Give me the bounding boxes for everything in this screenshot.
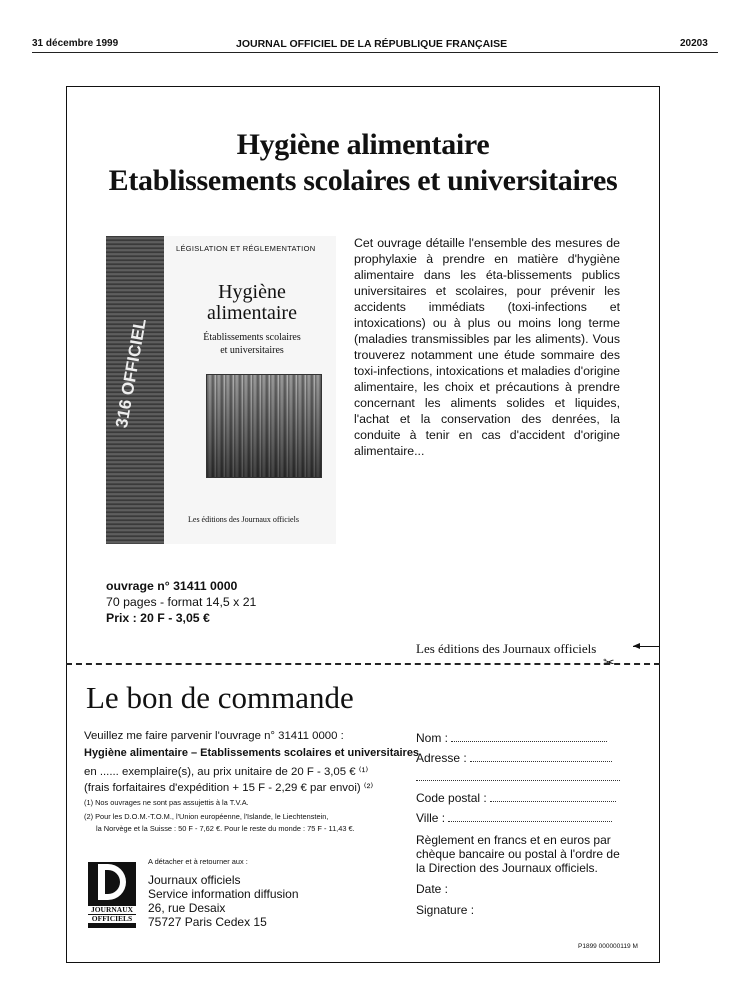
signature-label: Signature : (416, 903, 475, 917)
order-form-title: Le bon de commande (86, 680, 354, 715)
date-label: Date : (416, 882, 449, 896)
address-field[interactable] (416, 751, 612, 765)
cover-title-1: Hygiène (218, 281, 286, 303)
book-cover (106, 236, 336, 544)
address-line-3: 26, rue Desaix (148, 901, 226, 915)
address-input-line[interactable] (470, 752, 612, 762)
order-note-3: la Norvège et la Suisse : 50 F - 7,62 €. Pour le reste du monde : 75 F - 11,43 €. (96, 824, 355, 833)
address-label: Adresse : (416, 751, 467, 765)
cover-series: LÉGISLATION ET RÉGLEMENTATION (176, 244, 316, 253)
name-label: Nom : (416, 731, 449, 745)
order-line-4: (frais forfaitaires d'expédition + 15 F - 2,29 € par envoi) ⁽²⁾ (84, 782, 374, 794)
address-line-2: Service information diffusion (148, 887, 299, 901)
header-page-number: 20203 (680, 38, 708, 49)
arrow-left-icon (633, 646, 659, 647)
title-line-2: Etablissements scolaires et universitaires (108, 164, 618, 197)
cover-photo (206, 374, 322, 478)
book-price: Prix : 20 F - 3,05 € (106, 611, 210, 625)
scissors-icon: ✂ (603, 654, 615, 670)
reference-code: P1899 000000119 M (578, 943, 638, 950)
logo-text-1: JOURNAUX (88, 906, 136, 914)
postal-code-field[interactable] (416, 791, 616, 805)
order-line-1: Veuillez me faire parvenir l'ouvrage n° 31411 0000 : (84, 730, 344, 742)
order-note-1: (1) Nos ouvrages ne sont pas assujettis à la T.V.A. (84, 798, 249, 807)
postal-code-input-line[interactable] (490, 792, 616, 802)
cover-publisher: Les éditions des Journaux officiels (188, 515, 299, 524)
city-field[interactable] (416, 811, 612, 825)
name-field[interactable] (416, 731, 607, 745)
journaux-officiels-logo (88, 862, 136, 928)
cover-subtitle-1: Établissements scolaires (203, 332, 301, 343)
detach-note: A détacher et à retourner aux : (148, 857, 248, 866)
book-description: Cet ouvrage détaille l'ensemble des mesures de prophylaxie à prendre en matière d'hygiène alimentaire dans les éta-blissements publics universitaires et scolaires, pour prévenir les accidents immédiats (toxi-infections et intoxications) ou à plus ou moins long terme (maladies transmissibles par les aliments). Vous trouverez notamment une étude sommaire des toxi-infections, intoxications et maladies d'origine alimentaire, les choix et précautions à prendre concernant les aliments solides et liquides, l'achat et la conservation des denrées, la conduite à tenir en cas d'accident d'origine alimentaire... (354, 236, 620, 458)
header-date: 31 décembre 1999 (32, 38, 119, 49)
title-line-1: Hygiène alimentaire (236, 128, 490, 161)
name-input-line[interactable] (451, 732, 607, 742)
city-input-line[interactable] (448, 812, 612, 822)
publisher-line: Les éditions des Journaux officiels (416, 641, 597, 656)
order-note-2: (2) Pour les D.O.M.-T.O.M., l'Union européenne, l'Islande, le Liechtenstein, (84, 812, 329, 821)
address-line-4: 75727 Paris Cedex 15 (148, 915, 267, 929)
address-field-2[interactable] (416, 770, 620, 784)
cut-line (66, 663, 660, 665)
postal-code-label: Code postal : (416, 791, 487, 805)
cover-spine-text: 316 OFFICIEL (112, 317, 150, 430)
city-label: Ville : (416, 811, 446, 825)
cover-subtitle-2: et universitaires (220, 345, 284, 356)
address-line-1: Journaux officiels (148, 873, 241, 887)
book-number: ouvrage n° 31411 0000 (106, 579, 238, 593)
header-journal: JOURNAL OFFICIEL DE LA RÉPUBLIQUE FRANÇAISE (236, 38, 508, 50)
book-pages: 70 pages - format 14,5 x 21 (106, 595, 257, 609)
logo-d-shape (98, 864, 126, 900)
header-rule (32, 52, 718, 53)
cover-spine (106, 236, 164, 544)
order-line-2: Hygiène alimentaire – Etablissements scolaires et universitaires (84, 747, 420, 759)
address-input-line-2[interactable] (416, 771, 620, 781)
order-line-3: en ...... exemplaire(s), au prix unitaire de 20 F - 3,05 € ⁽¹⁾ (84, 766, 369, 778)
payment-terms: Règlement en francs et en euros par chèque bancaire ou postal à l'ordre de la Direction des Journaux officiels. (416, 833, 620, 875)
cover-title-2: alimentaire (207, 302, 297, 324)
logo-text-2: OFFICIELS (88, 915, 136, 923)
